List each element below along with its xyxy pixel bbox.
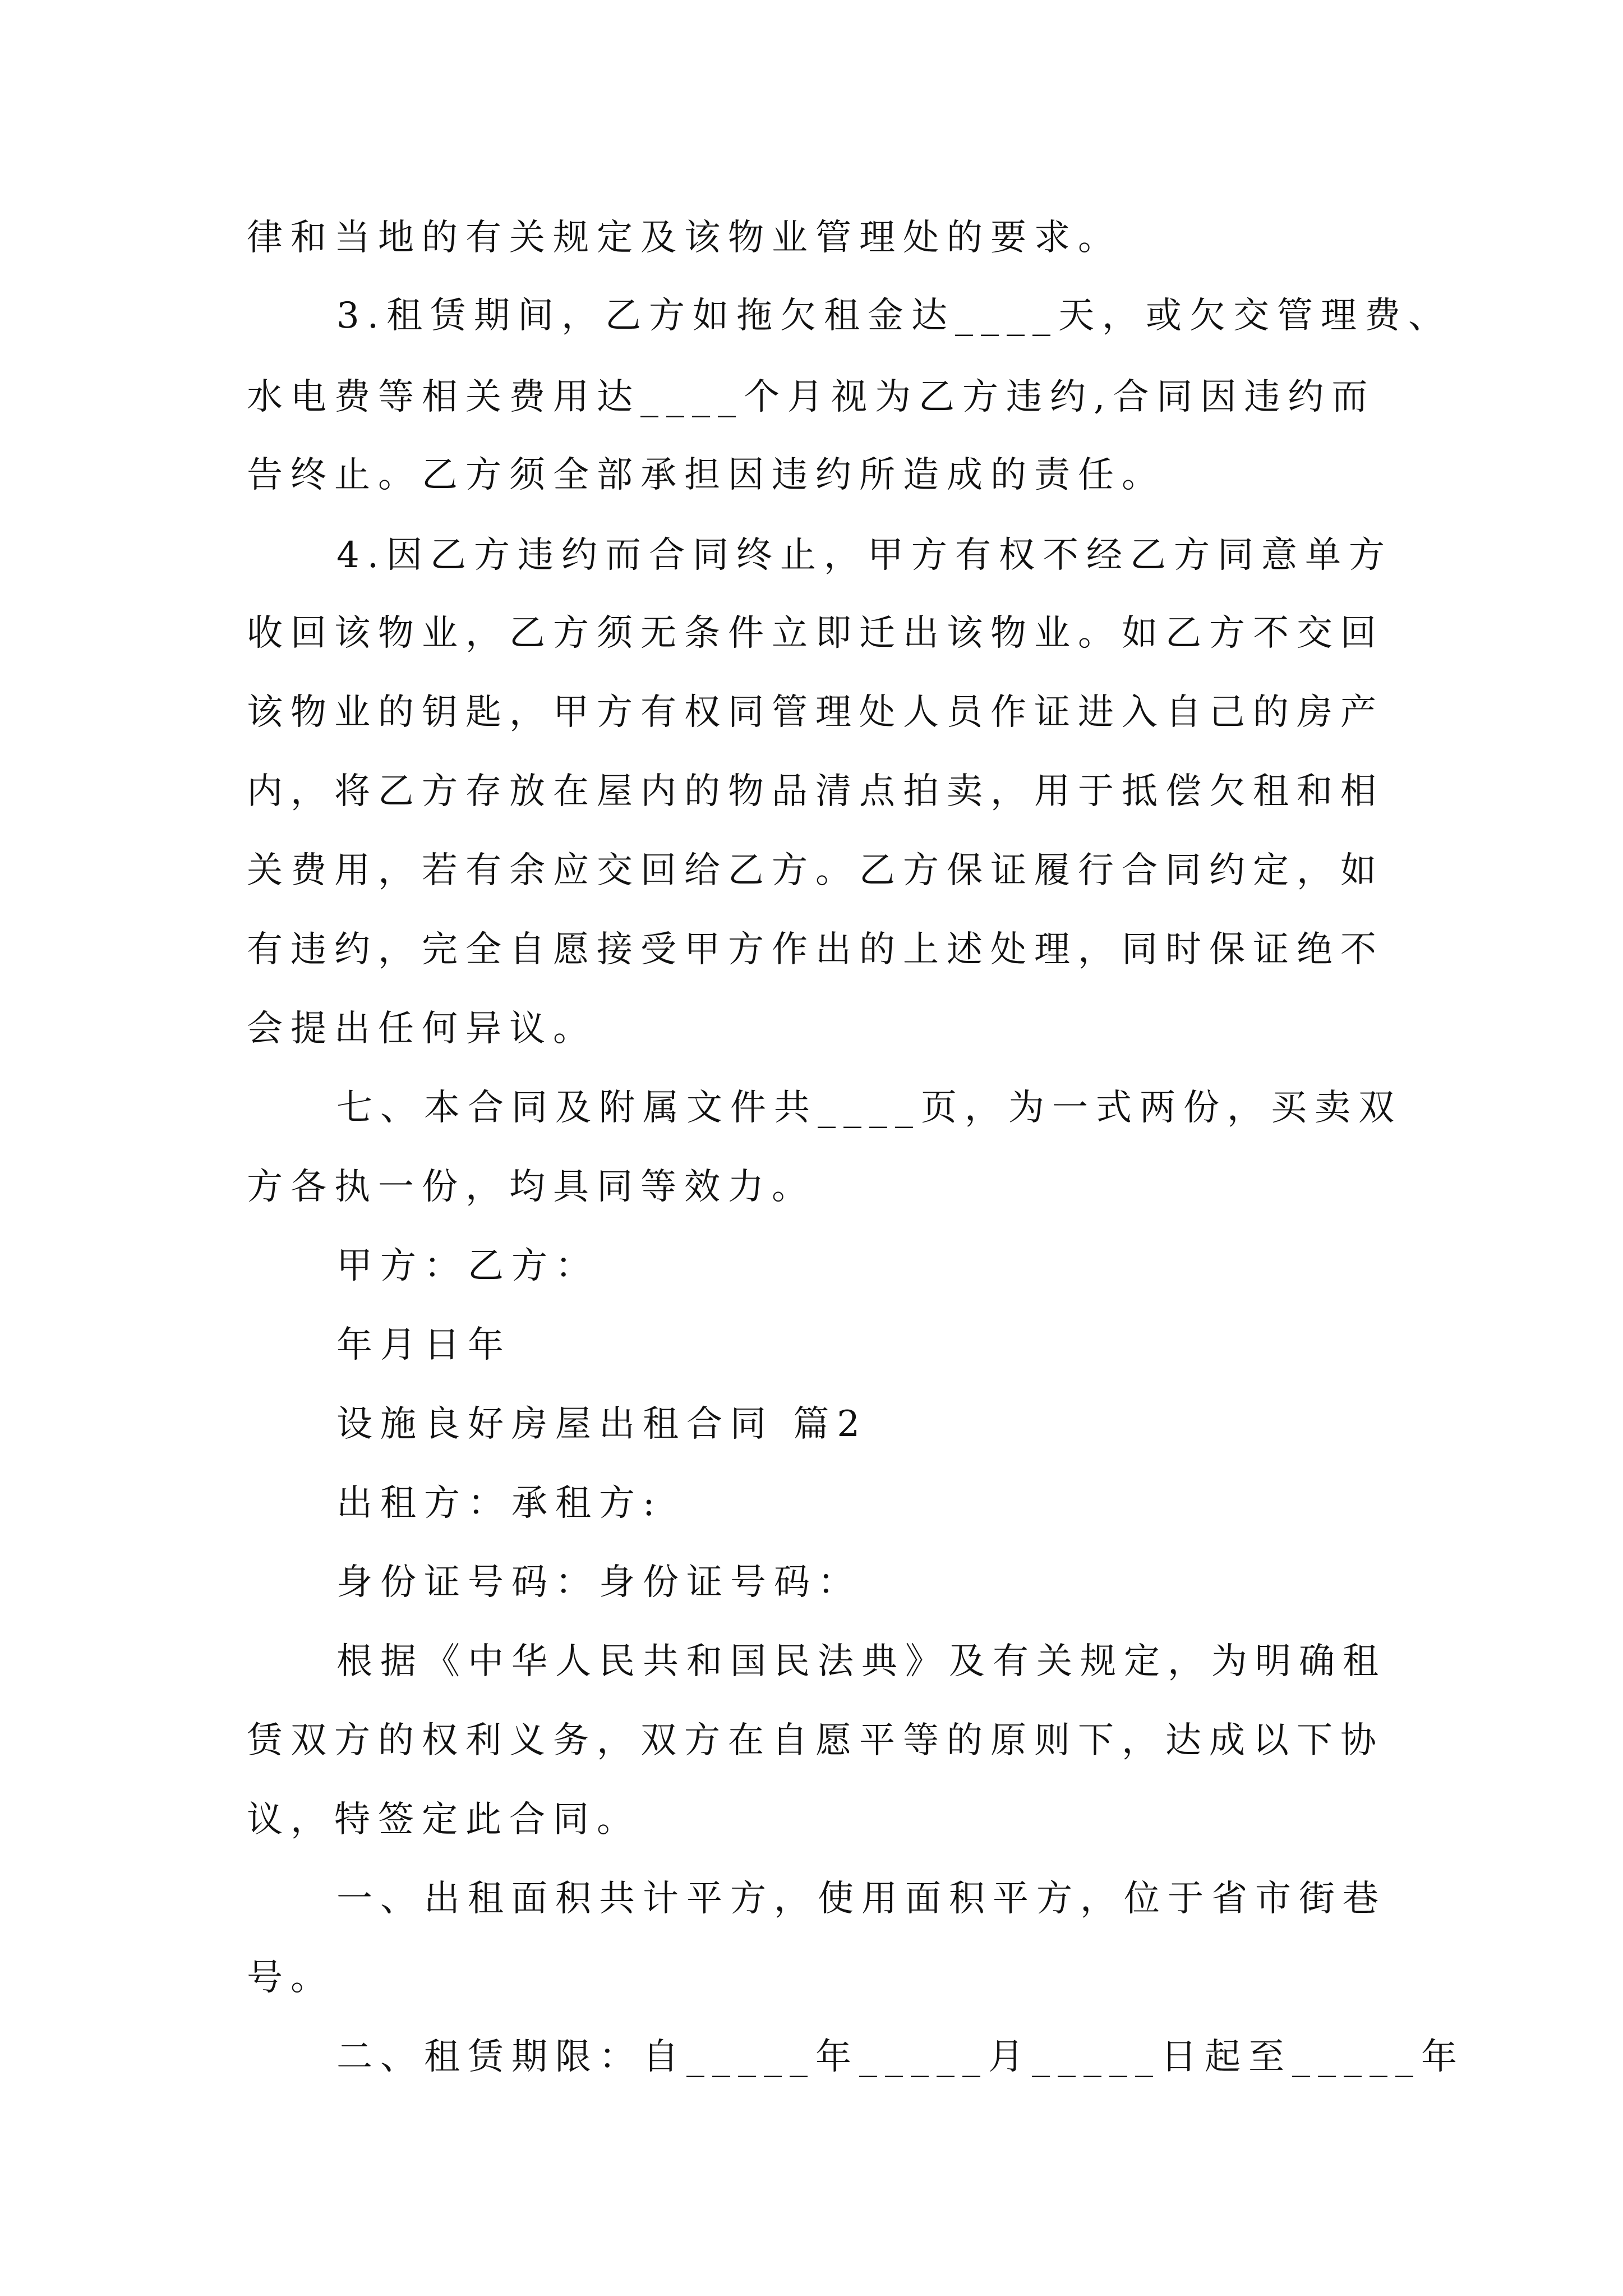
text-line: 号。 (247, 1957, 334, 1999)
text-line: 根据《中华人民共和国民法典》及有关规定，为明确租 (336, 1641, 1386, 1682)
text-line: 身份证号码：身份证号码： (336, 1562, 861, 1603)
text-line: 设施良好房屋出租合同 篇2 (336, 1404, 868, 1445)
text-line: 会提出任何异议。 (247, 1008, 597, 1050)
text-line: 出租方：承租方: (336, 1483, 663, 1524)
text-line: 关费用，若有余应交回给乙方。乙方保证履行合同约定，如 (247, 850, 1384, 891)
text-line: 律和当地的有关规定及该物业管理处的要求。 (247, 217, 1122, 259)
text-line: 七、本合同及附属文件共____页，为一式两份，买卖双 (336, 1087, 1402, 1129)
text-line: 赁双方的权利义务，双方在自愿平等的原则下，达成以下协 (247, 1720, 1384, 1761)
text-line: 内，将乙方存放在屋内的物品清点拍卖，用于抵偿欠租和相 (247, 771, 1384, 812)
text-line: 年月日年 (336, 1324, 511, 1366)
text-line: 该物业的钥匙，甲方有权同管理处人员作证进入自己的房产 (247, 692, 1384, 733)
text-line: 甲方：乙方： (336, 1245, 599, 1287)
text-line: 议，特签定此合同。 (247, 1799, 640, 1841)
text-line: 有违约，完全自愿接受甲方作出的上述处理，同时保证绝不 (247, 929, 1384, 970)
text-line: 一、出租面积共计平方，使用面积平方，位于省市街巷 (336, 1878, 1386, 1920)
text-line: 二、租赁期限：自_____年_____月_____日起至_____年 (336, 2036, 1465, 2078)
text-line: 水电费等相关费用达____个月视为乙方违约,合同因违约而 (247, 376, 1376, 418)
text-line: 方各执一份，均具同等效力。 (247, 1166, 815, 1208)
text-line: 3.租赁期间，乙方如拖欠租金达____天，或欠交管理费、 (336, 295, 1453, 337)
text-line: 4.因乙方违约而合同终止，甲方有权不经乙方同意单方 (336, 535, 1393, 576)
text-line: 告终止。乙方须全部承担因违约所造成的责任。 (247, 454, 1165, 496)
text-line: 收回该物业，乙方须无条件立即迁出该物业。如乙方不交回 (247, 613, 1384, 654)
